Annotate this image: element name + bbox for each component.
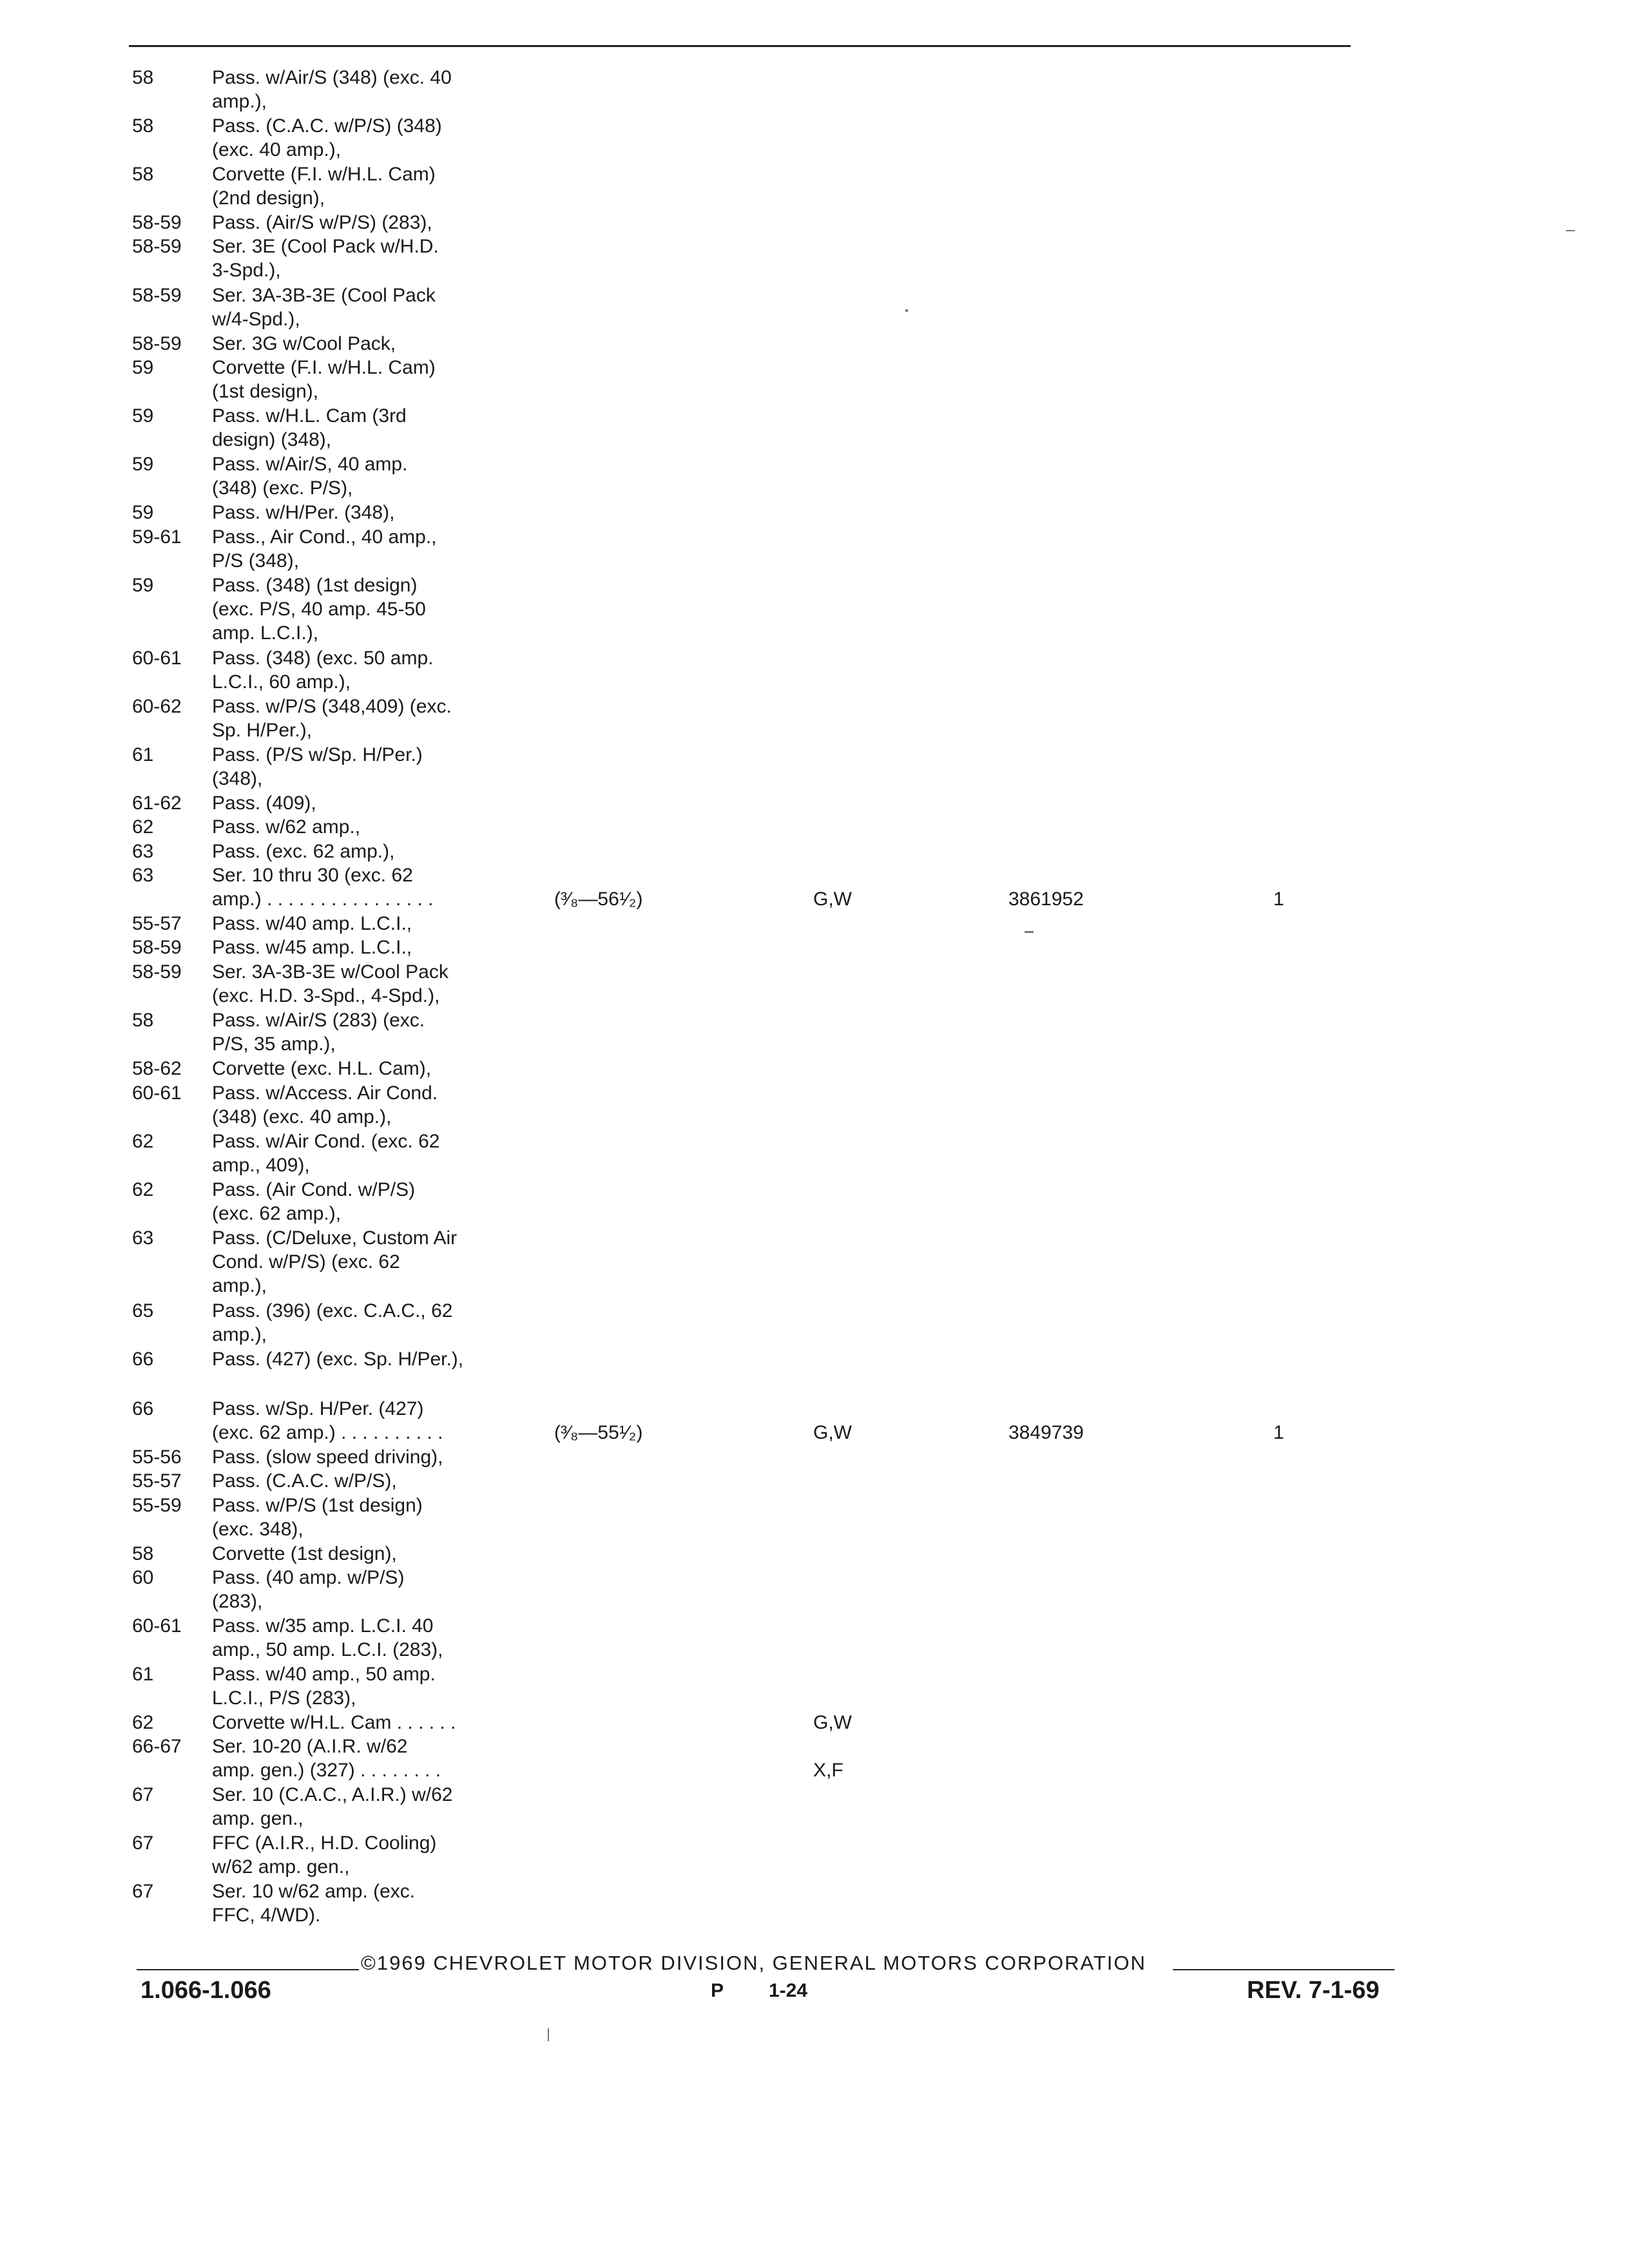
usage-code: G,W: [813, 1422, 852, 1443]
model-years: 61-62: [132, 793, 182, 814]
application-description: Pass. w/62 amp.,: [212, 816, 361, 838]
application-description: Pass. (slow speed driving),: [212, 1446, 443, 1468]
copyright-line: ©1969 CHEVROLET MOTOR DIVISION, GENERAL MOTORS CORPORATION: [361, 1952, 1146, 1974]
model-years: 66: [132, 1349, 154, 1370]
application-description: Pass. (427) (exc. Sp. H/Per.),: [212, 1349, 464, 1370]
model-years: 61: [132, 744, 154, 765]
application-description: Ser. 10 w/62 amp. (exc. FFC, 4/WD).: [212, 1881, 416, 1926]
application-description: Pass. w/H/Per. (348),: [212, 502, 395, 523]
application-description: Pass. (Air Cond. w/P/S) (exc. 62 amp.),: [212, 1179, 416, 1224]
model-years: 67: [132, 1784, 154, 1805]
part-number: 3861952: [1008, 889, 1084, 910]
model-years: 58-59: [132, 333, 182, 354]
application-description: Ser. 3A-3B-3E w/Cool Pack (exc. H.D. 3-Spd., 4-Spd.),: [212, 961, 448, 1006]
application-description: Pass. w/45 amp. L.C.I.,: [212, 937, 412, 958]
usage-code: G,W: [813, 1712, 852, 1733]
model-years: 65: [132, 1300, 154, 1321]
application-description: Pass. w/Sp. H/Per. (427) (exc. 62 amp.) . . . . . . . . . .: [212, 1398, 443, 1443]
application-description: Pass. (C.A.C. w/P/S) (348) (exc. 40 amp.),: [212, 115, 442, 160]
model-years: 58-59: [132, 285, 182, 306]
model-years: 58: [132, 67, 154, 88]
application-description: Corvette (exc. H.L. Cam),: [212, 1058, 432, 1079]
application-description: Pass. w/P/S (1st design) (exc. 348),: [212, 1495, 423, 1540]
belt-size: (³⁄₈—56¹⁄₂): [554, 889, 643, 910]
footer-rule-left: [137, 1969, 359, 1970]
application-description: Pass. w/Access. Air Cond. (348) (exc. 40 amp.),: [212, 1082, 438, 1128]
application-description: Pass. w/Air/S, 40 amp. (348) (exc. P/S),: [212, 454, 408, 499]
scan-speck: [548, 2028, 549, 2041]
model-years: 60: [132, 1567, 154, 1588]
application-description: Corvette w/H.L. Cam . . . . . .: [212, 1712, 456, 1733]
application-description: Pass. (P/S w/Sp. H/Per.) (348),: [212, 744, 423, 789]
scan-speck: [1025, 931, 1034, 933]
application-description: Pass. (409),: [212, 793, 316, 814]
model-years: 58: [132, 1010, 154, 1031]
application-description: Pass. w/35 amp. L.C.I. 40 amp., 50 amp. L.C.I. (283),: [212, 1615, 443, 1660]
quantity: 1: [1273, 1422, 1284, 1443]
footer-rule-right: [1173, 1969, 1394, 1970]
model-years: 63: [132, 1227, 154, 1249]
application-description: Pass. w/P/S (348,409) (exc. Sp. H/Per.),: [212, 696, 452, 741]
model-years: 62: [132, 1131, 154, 1152]
application-description: Corvette (F.I. w/H.L. Cam) (1st design),: [212, 357, 436, 402]
application-description: Pass. (Air/S w/P/S) (283),: [212, 212, 432, 233]
application-description: FFC (A.I.R., H.D. Cooling) w/62 amp. gen.,: [212, 1832, 437, 1878]
page-number: 1-24: [769, 1980, 808, 2001]
application-description: Pass. w/Air/S (283) (exc. P/S, 35 amp.),: [212, 1010, 425, 1055]
scan-speck: [1566, 230, 1575, 231]
application-description: Ser. 3E (Cool Pack w/H.D. 3-Spd.),: [212, 236, 439, 281]
model-years: 55-57: [132, 1470, 182, 1492]
application-description: Pass., Air Cond., 40 amp., P/S (348),: [212, 526, 437, 572]
usage-code: G,W: [813, 889, 852, 910]
application-description: Pass. (348) (exc. 50 amp. L.C.I., 60 amp.),: [212, 648, 434, 693]
model-years: 59: [132, 405, 154, 427]
revision-date: REV. 7-1-69: [1247, 1977, 1380, 2004]
part-number: 3849739: [1008, 1422, 1084, 1443]
application-description: Ser. 3A-3B-3E (Cool Pack w/4-Spd.),: [212, 285, 436, 330]
model-years: 66: [132, 1398, 154, 1419]
model-years: 59: [132, 502, 154, 523]
model-years: 60-61: [132, 1082, 182, 1104]
model-years: 58: [132, 1543, 154, 1564]
application-description: Pass. (40 amp. w/P/S) (283),: [212, 1567, 405, 1612]
application-description: Pass. (348) (1st design) (exc. P/S, 40 amp. 45-50 amp. L.C.I.),: [212, 575, 426, 644]
model-years: 58-59: [132, 961, 182, 983]
model-years: 55-56: [132, 1446, 182, 1468]
model-years: 58: [132, 164, 154, 185]
model-years: 58-62: [132, 1058, 182, 1079]
model-years: 60-61: [132, 648, 182, 669]
application-description: Pass. (C.A.C. w/P/S),: [212, 1470, 397, 1492]
application-description: Pass. w/H.L. Cam (3rd design) (348),: [212, 405, 407, 450]
model-years: 55-59: [132, 1495, 182, 1516]
application-description: Pass. w/40 amp. L.C.I.,: [212, 913, 412, 934]
model-years: 66-67: [132, 1736, 182, 1757]
page-letter: P: [711, 1980, 724, 2001]
model-years: 63: [132, 865, 154, 886]
application-description: Corvette (F.I. w/H.L. Cam) (2nd design),: [212, 164, 436, 209]
application-description: Ser. 3G w/Cool Pack,: [212, 333, 396, 354]
application-description: Pass. w/40 amp., 50 amp. L.C.I., P/S (283),: [212, 1664, 436, 1709]
model-years: 62: [132, 1712, 154, 1733]
application-description: Pass. (396) (exc. C.A.C., 62 amp.),: [212, 1300, 453, 1345]
model-years: 62: [132, 816, 154, 838]
model-years: 59-61: [132, 526, 182, 548]
belt-size: (³⁄₈—55¹⁄₂): [554, 1422, 643, 1443]
model-years: 58-59: [132, 212, 182, 233]
model-years: 67: [132, 1832, 154, 1854]
model-years: 60-61: [132, 1615, 182, 1637]
model-years: 62: [132, 1179, 154, 1200]
model-years: 63: [132, 841, 154, 862]
application-description: Pass. (exc. 62 amp.),: [212, 841, 395, 862]
application-description: Pass. w/Air/S (348) (exc. 40 amp.),: [212, 67, 452, 112]
application-description: Ser. 10 (C.A.C., A.I.R.) w/62 amp. gen.,: [212, 1784, 453, 1829]
usage-code: X,F: [813, 1760, 843, 1781]
model-years: 67: [132, 1881, 154, 1902]
model-years: 60-62: [132, 696, 182, 717]
application-description: Pass. w/Air Cond. (exc. 62 amp., 409),: [212, 1131, 440, 1176]
quantity: 1: [1273, 889, 1284, 910]
model-years: 58: [132, 115, 154, 137]
model-years: 59: [132, 357, 154, 378]
model-years: 58-59: [132, 236, 182, 257]
application-description: Ser. 10 thru 30 (exc. 62 amp.) . . . . . . . . . . . . . . . .: [212, 865, 434, 910]
page-reference: 1.066-1.066: [140, 1977, 271, 2004]
scan-speck: [905, 309, 908, 312]
model-years: 59: [132, 575, 154, 596]
application-description: Ser. 10-20 (A.I.R. w/62 amp. gen.) (327) . . . . . . . .: [212, 1736, 441, 1781]
application-description: Pass. (C/Deluxe, Custom Air Cond. w/P/S) (exc. 62 amp.),: [212, 1227, 458, 1296]
model-years: 61: [132, 1664, 154, 1685]
model-years: 59: [132, 454, 154, 475]
top-rule: [129, 45, 1351, 47]
model-years: 55-57: [132, 913, 182, 934]
model-years: 58-59: [132, 937, 182, 958]
application-description: Corvette (1st design),: [212, 1543, 397, 1564]
